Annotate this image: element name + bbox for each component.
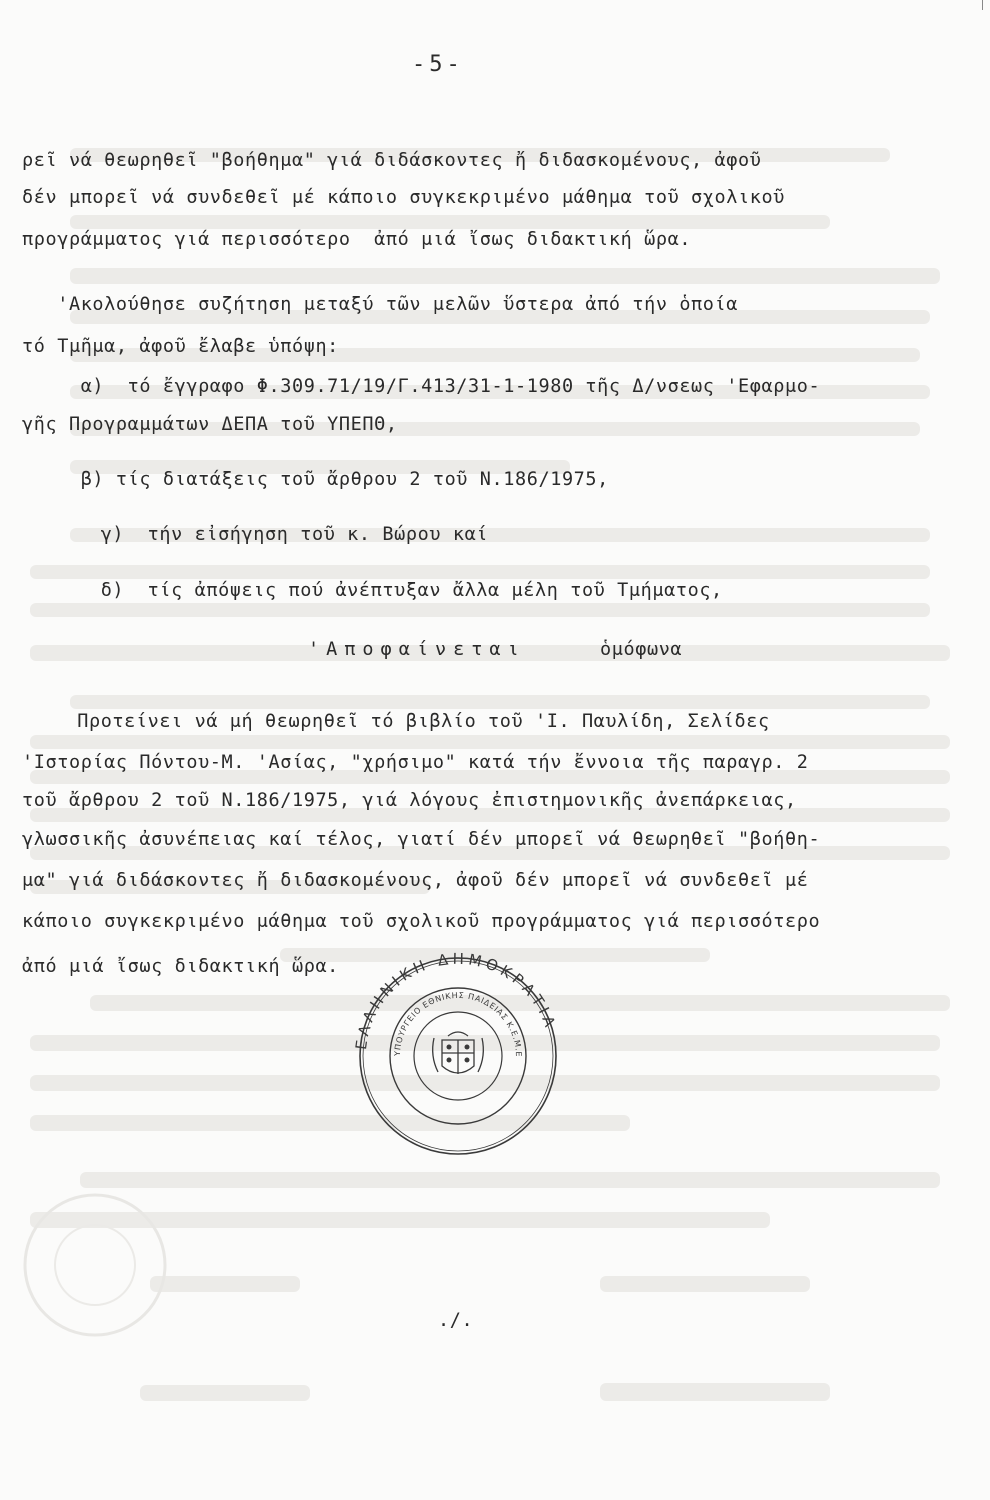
decision-heading: 'Αποφαίνεται: [308, 639, 526, 660]
paragraph-2-item-a-line-2: γῆς Προγραμμάτων ΔΕΠΑ τοῦ ΥΠΕΠΘ,: [22, 414, 398, 435]
paragraph-2-item-d: δ) τίς ἀπόψεις πού ἀνέπτυξαν ἄλλα μέλη τοῦ Τμήματος,: [42, 580, 723, 601]
paragraph-2-item-b: β) τίς διατάξεις τοῦ ἄρθρου 2 τοῦ Ν.186/1975,: [22, 469, 609, 490]
paragraph-3-line-1: Προτείνει νά μή θεωρηθεῖ τό βιβλίο τοῦ 'Ι. Παυλίδη, Σελίδες: [42, 711, 770, 732]
paragraph-2-item-c: γ) τήν εἰσήγηση τοῦ κ. Βώρου καί: [42, 524, 489, 545]
paragraph-1-line-1: ρεῖ νά θεωρηθεῖ "βοήθημα" γιά διδάσκοντες ἤ διδασκομένους, ἀφοῦ: [22, 150, 762, 171]
paragraph-1-line-2: δέν μπορεῖ νά συνδεθεῖ μέ κάποιο συγκεκριμένο μάθημα τοῦ σχολικοῦ: [22, 187, 785, 208]
page-number: -5-: [412, 52, 464, 77]
paragraph-3-line-2: 'Ιστορίας Πόντου-Μ. 'Ασίας, "χρήσιμο" κατά τήν ἔννοια τῆς παραγρ. 2: [22, 752, 809, 773]
paragraph-3-line-5: μα" γιά διδάσκοντες ἤ διδασκομένους, ἀφοῦ δέν μπορεῖ νά συνδεθεῖ μέ: [22, 870, 809, 891]
paragraph-3-line-4: γλωσσικῆς ἀσυνέπειας καί τέλος, γιατί δέν μπορεῖ νά θεωρηθεῖ "βοήθη-: [22, 829, 821, 850]
paragraph-3-line-3: τοῦ ἄρθρου 2 τοῦ Ν.186/1975, γιά λόγους ἐπιστημονικῆς ἀνεπάρκειας,: [22, 790, 797, 811]
paragraph-2-item-a-line-1: α) τό ἔγγραφο Φ.309.71/19/Γ.413/31-1-1980 τῆς Δ/νσεως 'Εφαρμο-: [22, 376, 821, 397]
paragraph-3-line-6: κάποιο συγκεκριμένο μάθημα τοῦ σχολικοῦ προγράμματος γιά περισσότερο: [22, 911, 821, 932]
paragraph-2-line-2: τό Τμῆμα, ἀφοῦ ἔλαβε ὑπόψη:: [22, 336, 339, 357]
paragraph-2-line-1: 'Ακολούθησε συζήτηση μεταξύ τῶν μελῶν ὕστερα ἀπό τήν ὁποία: [22, 294, 739, 315]
decision-heading-suffix: ὁμόφωνα: [600, 639, 683, 660]
paragraph-1-line-3: προγράμματος γιά περισσότερο ἀπό μιά ἴσως διδακτική ὥρα.: [22, 229, 692, 250]
svg-text:ΥΠΟΥΡΓΕΙΟ ΕΘΝΙΚΗΣ ΠΑΙΔΕΙΑΣ Κ.Ε: ΥΠΟΥΡΓΕΙΟ ΕΘΝΙΚΗΣ ΠΑΙΔΕΙΑΣ Κ.Ε.Μ.Ε: [392, 990, 524, 1058]
paragraph-3-line-7: ἀπό μιά ἴσως διδακτική ὥρα.: [22, 956, 339, 977]
end-mark: ./.: [438, 1310, 474, 1331]
svg-text:ΕΛΛΗΝΙΚΗ ΔΗΜΟΚΡΑΤΙΑ: ΕΛΛΗΝΙΚΗ ΔΗΜΟΚΡΑΤΙΑ: [352, 949, 561, 1051]
official-seal-stamp: [338, 948, 578, 1158]
